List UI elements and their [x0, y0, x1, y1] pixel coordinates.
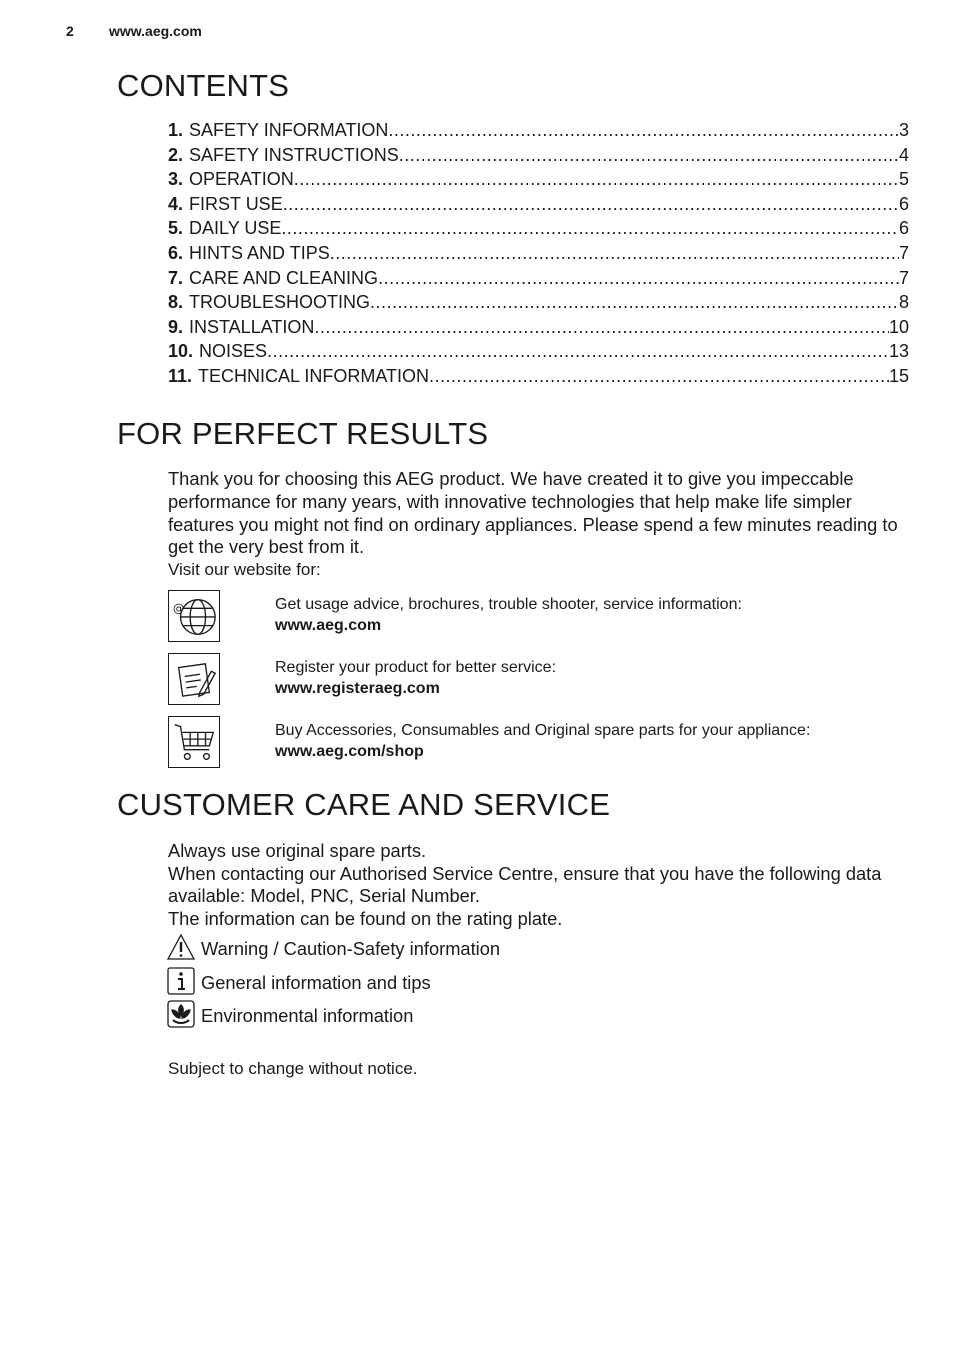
web-link-text: Register your product for better service: www.registeraeg.com [275, 659, 557, 697]
change-notice: Subject to change without notice. [168, 1059, 418, 1078]
page-header [66, 23, 202, 39]
legend-item [167, 933, 567, 963]
toc-item[interactable]: 6. HINTS AND TIPS ..... 7 [168, 243, 909, 268]
customer-care-text: Always use original spare parts. When contacting our Authorised Service Centre, ensure that you have the following data available: Model, PNC, Serial Number. The information can be found on the rating plate. [168, 840, 882, 929]
legend-item [167, 967, 567, 997]
toc-item[interactable]: 3. OPERATION ..... 5 [168, 169, 909, 194]
toc-item[interactable]: 7. CARE AND CLEANING ..... 7 [168, 268, 909, 293]
svg-text:@: @ [172, 601, 185, 616]
toc-item[interactable]: 8. TROUBLESHOOTING ..... 8 [168, 292, 909, 317]
toc-item[interactable]: 4. FIRST USE ..... 6 [168, 194, 909, 219]
page-number: 2 [66, 23, 74, 39]
info-icon [167, 967, 195, 995]
visit-label: Visit our website for: [168, 560, 321, 579]
table-of-contents [168, 120, 909, 391]
register-link[interactable]: www.registeraeg.com [275, 680, 440, 697]
toc-item[interactable]: 5. DAILY USE ..... 6 [168, 218, 909, 243]
globe-icon [168, 590, 220, 642]
environment-icon [167, 1000, 195, 1028]
cart-icon [168, 716, 220, 768]
legend-label: Environmental information [201, 1005, 414, 1026]
web-link-text: Get usage advice, brochures, trouble shooter, service information: www.aeg.com [275, 596, 742, 634]
web-link-text: Buy Accessories, Consumables and Original spare parts for your appliance: www.aeg.com/shop [275, 722, 811, 760]
intro-paragraph: Thank you for choosing this AEG product. We have created it to give you impeccable performance for many years, with innovative technologies that help make life simpler features you might not find on ordinary appliances. Please spend a few minutes reading to get the very best from it. [168, 468, 898, 558]
web-link-row [168, 716, 908, 772]
toc-item[interactable]: 10. NOISES ..... 13 [168, 341, 909, 366]
contents-heading: CONTENTS [117, 68, 290, 103]
website-link[interactable]: www.aeg.com [275, 617, 382, 634]
warning-icon [167, 933, 195, 961]
header-website: www.aeg.com [109, 23, 202, 39]
legend-label: Warning / Caution-Safety information [201, 938, 501, 959]
register-icon [168, 653, 220, 705]
shop-link[interactable]: www.aeg.com/shop [275, 743, 424, 760]
toc-item[interactable]: 9. INSTALLATION ..... 10 [168, 317, 909, 342]
toc-item[interactable]: 2. SAFETY INSTRUCTIONS ..... 4 [168, 145, 909, 170]
toc-item[interactable]: 1. SAFETY INFORMATION ..... 3 [168, 120, 909, 145]
legend-label: General information and tips [201, 972, 431, 993]
legend-item [167, 1000, 567, 1030]
toc-item[interactable]: 11. TECHNICAL INFORMATION ..... 15 [168, 366, 909, 391]
perfect-results-heading: FOR PERFECT RESULTS [117, 416, 489, 451]
customer-care-heading: CUSTOMER CARE AND SERVICE [117, 787, 611, 822]
web-link-row [168, 590, 908, 646]
web-link-row [168, 653, 908, 709]
